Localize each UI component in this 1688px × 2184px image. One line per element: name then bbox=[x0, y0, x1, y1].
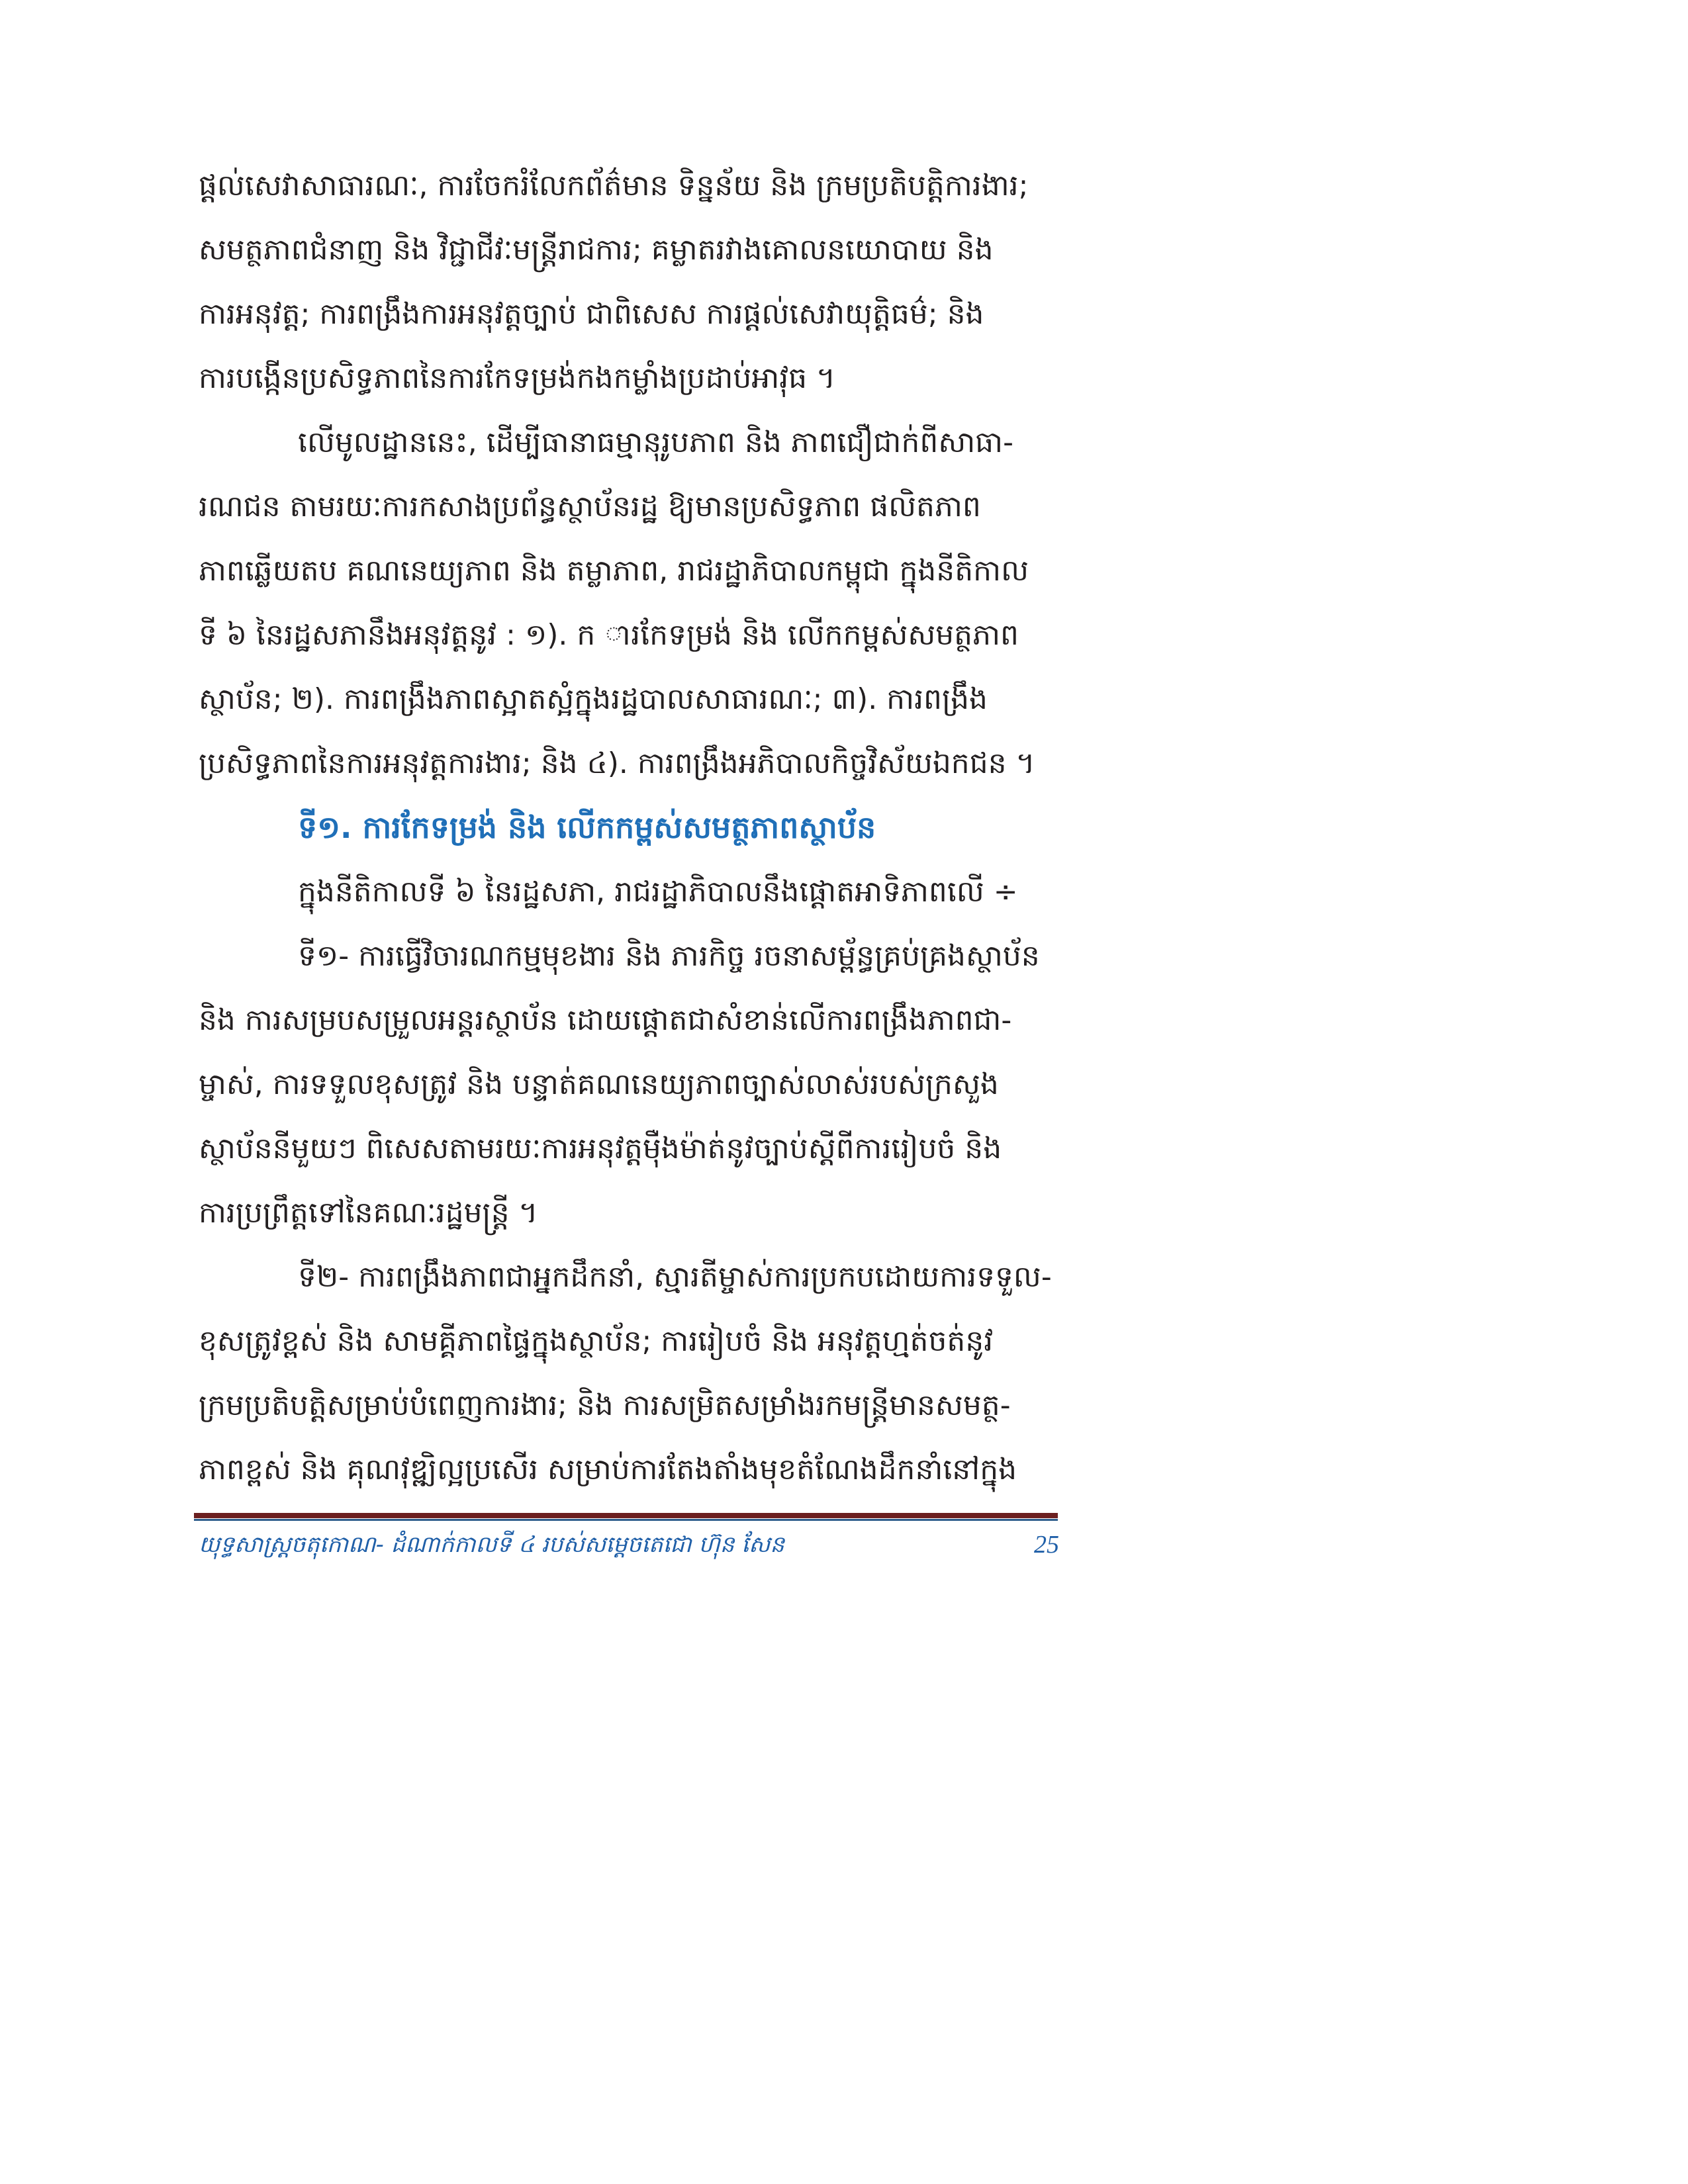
footer-divider-dark bbox=[194, 1513, 1058, 1518]
body-line: ភាពឆ្លើយតប គណនេយ្យភាព និង តម្លាភាព, រាជរដ្ឋាភិបាលកម្ពុជា ក្នុងនីតិកាល bbox=[199, 554, 1029, 588]
body-line: ការបង្កើនប្រសិទ្ធភាពនៃការកែទម្រង់កងកម្លាំងប្រដាប់អាវុធ ។ bbox=[199, 361, 836, 395]
body-line: ផ្តល់សេវាសាធារណៈ, ការចែករំលែកព័ត៌មាន ទិន្នន័យ និង ក្រមប្រតិបត្តិការងារ; bbox=[199, 169, 1029, 203]
paragraph-start-line: លើមូលដ្ឋាននេះ, ដើម្បីធានាធម្មានុរូបភាព និង ភាពជឿជាក់ពីសាធា- bbox=[298, 426, 1013, 459]
footer-divider bbox=[194, 1513, 1058, 1521]
body-line: ក្រមប្រតិបត្តិសម្រាប់បំពេញការងារ; និង ការសម្រិតសម្រាំងរកមន្ត្រីមានសមត្ថ- bbox=[199, 1388, 1011, 1422]
body-line: សមត្ថភាពជំនាញ និង វិជ្ជាជីវៈមន្ត្រីរាជការ; គម្លាតរវាងគោលនយោបាយ និង bbox=[199, 233, 994, 267]
paragraph-start-line: ទី១- ការធ្វើវិចារណកម្មមុខងារ និង ភារកិច្ច រចនាសម្ព័ន្ធគ្រប់គ្រងស្ថាប័ន bbox=[298, 939, 1040, 973]
body-line: ប្រសិទ្ធភាពនៃការអនុវត្តការងារ; និង ៤). ការពង្រឹងអភិបាលកិច្ចវិស័យឯកជន ។ bbox=[199, 747, 1035, 780]
page-number: 25 bbox=[1034, 1531, 1059, 1559]
footer-title: យុទ្ធសាស្ត្រចតុកោណ- ដំណាក់កាលទី ៤ របស់សម្តេចតេជោ ហ៊ុន សែន bbox=[199, 1531, 784, 1558]
page-footer bbox=[199, 1530, 1059, 1570]
body-line: ទី ៦ នៃរដ្ឋសភានឹងអនុវត្តនូវ : ១). ក ារកែទម្រង់ និង លើកកម្ពស់សមត្ថភាព bbox=[199, 618, 1019, 652]
section-heading: ទី១. ការកែទម្រង់ និង លើកកម្ពស់សមត្ថភាពស្ថាប័ន bbox=[298, 809, 876, 845]
body-line: ម្ចាស់, ការទទួលខុសត្រូវ និង បន្ទាត់គណនេយ្យភាពច្បាស់លាស់របស់ក្រសួង bbox=[199, 1068, 999, 1101]
body-line: ស្ថាប័ននីមួយៗ ពិសេសតាមរយៈការអនុវត្តម៉ឺងម៉ាត់នូវច្បាប់ស្តីពីការរៀបចំ និង bbox=[199, 1132, 1002, 1165]
body-line: ការអនុវត្ត; ការពង្រឹងការអនុវត្តច្បាប់ ជាពិសេស ការផ្តល់សេវាយុត្តិធម៌; និង bbox=[199, 297, 984, 331]
body-line: រណជន តាមរយៈការកសាងប្រព័ន្ធស្ថាប័នរដ្ឋ ឱ្យមានប្រសិទ្ធភាព ផលិតភាព bbox=[199, 490, 981, 523]
paragraph-start-line: ក្នុងនីតិកាលទី ៦ នៃរដ្ឋសភា, រាជរដ្ឋាភិបាលនឹងផ្តោតអាទិភាពលើ ÷ bbox=[298, 875, 1018, 909]
body-line: ខុសត្រូវខ្ពស់ និង សាមគ្គីភាពផ្ទៃក្នុងស្ថាប័ន; ការរៀបចំ និង អនុវត្តហ្មត់ចត់នូវ bbox=[199, 1324, 994, 1358]
body-line: និង ការសម្របសម្រួលអន្តរស្ថាប័ន ដោយផ្តោតជាសំខាន់លើការពង្រឹងភាពជា- bbox=[199, 1003, 1012, 1037]
body-line: ការប្រព្រឹត្តទៅនៃគណៈរដ្ឋមន្ត្រី ។ bbox=[199, 1196, 538, 1230]
footer-divider-blue bbox=[194, 1519, 1058, 1521]
body-line: ស្ថាប័ន; ២). ការពង្រឹងភាពស្អាតស្អំក្នុងរដ្ឋបាលសាធារណៈ; ៣). ការពង្រឹង bbox=[199, 682, 988, 716]
document-body bbox=[199, 154, 1059, 1502]
body-line: ភាពខ្ពស់ និង គុណវុឌ្ឍិល្អប្រសើរ សម្រាប់ការតែងតាំងមុខតំណែងដឹកនាំនៅក្នុង bbox=[199, 1453, 1017, 1486]
paragraph-start-line: ទី២- ការពង្រឹងភាពជាអ្នកដឹកនាំ, ស្មារតីម្ចាស់ការប្រកបដោយការទទួល- bbox=[298, 1260, 1052, 1294]
